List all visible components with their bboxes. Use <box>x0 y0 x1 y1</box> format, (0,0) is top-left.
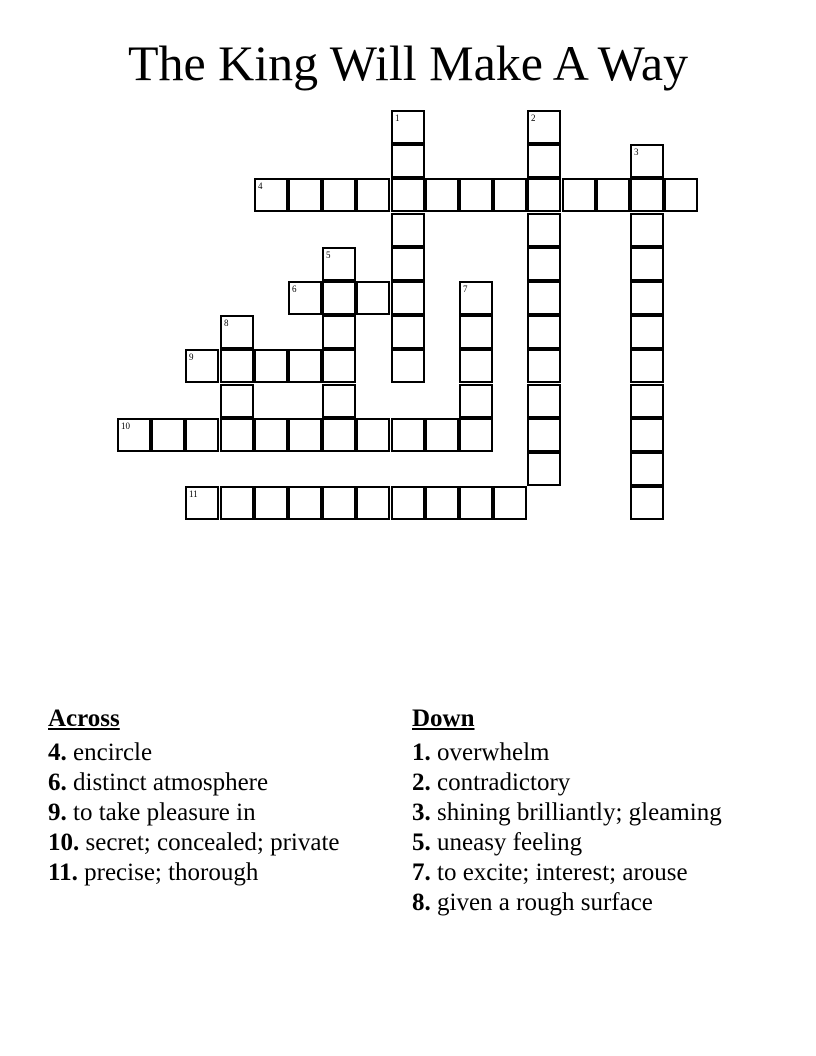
down-clues <box>412 704 752 918</box>
clue-number: 9. <box>48 799 67 826</box>
grid-cell[interactable] <box>391 144 425 178</box>
down-clue <box>412 828 752 858</box>
clue-text: precise; thorough <box>77 859 259 886</box>
grid-cell[interactable] <box>220 315 254 349</box>
grid-cell[interactable] <box>527 384 561 418</box>
down-clue <box>412 858 752 888</box>
grid-cell[interactable] <box>254 486 288 520</box>
grid-cell[interactable] <box>322 349 356 383</box>
grid-cell[interactable] <box>425 486 459 520</box>
clue-number: 3. <box>412 799 431 826</box>
grid-cell[interactable] <box>356 418 390 452</box>
cell-number: 8 <box>224 318 229 328</box>
grid-cell[interactable] <box>459 178 493 212</box>
cell-number: 10 <box>121 421 130 431</box>
grid-cell[interactable] <box>630 452 664 486</box>
grid-cell[interactable] <box>322 384 356 418</box>
clue-number: 6. <box>48 769 67 796</box>
clue-text: secret; concealed; private <box>79 829 340 856</box>
grid-cell[interactable] <box>630 486 664 520</box>
grid-cell[interactable] <box>630 349 664 383</box>
grid-cell[interactable] <box>596 178 630 212</box>
grid-cell[interactable] <box>493 178 527 212</box>
down-clue-list <box>412 738 752 918</box>
grid-cell[interactable] <box>391 486 425 520</box>
grid-cell[interactable] <box>220 418 254 452</box>
down-clue <box>412 768 752 798</box>
grid-cell[interactable] <box>527 281 561 315</box>
across-clue <box>48 768 398 798</box>
grid-cell[interactable] <box>288 281 322 315</box>
grid-cell[interactable] <box>391 349 425 383</box>
grid-cell[interactable] <box>185 418 219 452</box>
down-heading: Down <box>412 705 475 732</box>
across-clue <box>48 858 398 888</box>
grid-cell[interactable] <box>185 349 219 383</box>
grid-cell[interactable] <box>254 418 288 452</box>
grid-cell[interactable] <box>459 281 493 315</box>
grid-cell[interactable] <box>391 247 425 281</box>
grid-cell[interactable] <box>527 349 561 383</box>
grid-cell[interactable] <box>391 110 425 144</box>
cell-number: 7 <box>463 284 468 294</box>
cell-number: 6 <box>292 284 297 294</box>
grid-cell[interactable] <box>459 486 493 520</box>
grid-cell[interactable] <box>425 418 459 452</box>
grid-cell[interactable] <box>117 418 151 452</box>
grid-cell[interactable] <box>288 349 322 383</box>
grid-cell[interactable] <box>527 110 561 144</box>
clue-number: 11. <box>48 859 78 886</box>
grid-cell[interactable] <box>493 486 527 520</box>
clue-text: overwhelm <box>430 739 550 766</box>
grid-cell[interactable] <box>356 486 390 520</box>
cell-number: 1 <box>395 113 400 123</box>
grid-cell[interactable] <box>425 178 459 212</box>
cell-number: 5 <box>326 250 331 260</box>
puzzle-title: The King Will Make A Way <box>127 35 689 91</box>
clue-number: 5. <box>412 829 431 856</box>
clue-number: 7. <box>412 859 431 886</box>
grid-cell[interactable] <box>322 178 356 212</box>
clue-text: distinct atmosphere <box>66 769 269 796</box>
grid-cell[interactable] <box>322 281 356 315</box>
clue-number: 10. <box>48 829 80 856</box>
across-clue-list <box>48 738 398 888</box>
grid-cell[interactable] <box>527 213 561 247</box>
grid-cell[interactable] <box>356 281 390 315</box>
grid-cell[interactable] <box>630 144 664 178</box>
grid-cell[interactable] <box>391 281 425 315</box>
grid-cell[interactable] <box>288 418 322 452</box>
grid-cell[interactable] <box>356 178 390 212</box>
grid-cell[interactable] <box>220 349 254 383</box>
grid-cell[interactable] <box>630 418 664 452</box>
clue-text: uneasy feeling <box>430 829 583 856</box>
grid-cell[interactable] <box>322 315 356 349</box>
grid-cell[interactable] <box>459 349 493 383</box>
cell-number: 4 <box>258 181 263 191</box>
grid-cell[interactable] <box>391 315 425 349</box>
grid-cell[interactable] <box>527 247 561 281</box>
grid-cell[interactable] <box>630 247 664 281</box>
clue-number: 2. <box>412 769 431 796</box>
cell-number: 9 <box>189 352 194 362</box>
grid-cell[interactable] <box>527 452 561 486</box>
across-clue <box>48 828 398 858</box>
grid-cell[interactable] <box>527 178 561 212</box>
grid-cell[interactable] <box>391 418 425 452</box>
grid-cell[interactable] <box>630 384 664 418</box>
down-clue <box>412 798 752 828</box>
grid-cell[interactable] <box>459 315 493 349</box>
grid-cell[interactable] <box>322 486 356 520</box>
grid-cell[interactable] <box>630 178 664 212</box>
grid-cell[interactable] <box>288 178 322 212</box>
clue-number: 1. <box>412 739 431 766</box>
grid-cell[interactable] <box>459 418 493 452</box>
across-clues <box>48 704 398 888</box>
across-clue <box>48 738 398 768</box>
grid-cell[interactable] <box>630 281 664 315</box>
clue-text: to take pleasure in <box>66 799 256 826</box>
cell-number: 3 <box>634 147 639 157</box>
down-clue <box>412 738 752 768</box>
grid-cell[interactable] <box>220 486 254 520</box>
clue-text: to excite; interest; arouse <box>430 859 688 886</box>
grid-cell[interactable] <box>562 178 596 212</box>
grid-cell[interactable] <box>391 213 425 247</box>
grid-cell[interactable] <box>254 178 288 212</box>
across-heading: Across <box>48 705 120 732</box>
down-clue <box>412 888 752 918</box>
clue-number: 8. <box>412 889 431 916</box>
grid-cell[interactable] <box>151 418 185 452</box>
grid-cell[interactable] <box>459 384 493 418</box>
grid-cell[interactable] <box>288 486 322 520</box>
clue-number: 4. <box>48 739 67 766</box>
clue-text: given a rough surface <box>430 889 653 916</box>
grid-cell[interactable] <box>527 418 561 452</box>
across-clue <box>48 798 398 828</box>
cell-number: 2 <box>531 113 536 123</box>
grid-cell[interactable] <box>254 349 288 383</box>
clue-text: shining brilliantly; gleaming <box>430 799 722 826</box>
grid-cell[interactable] <box>630 213 664 247</box>
clue-text: contradictory <box>430 769 571 796</box>
cell-number: 11 <box>189 489 198 499</box>
grid-cell[interactable] <box>664 178 698 212</box>
grid-cell[interactable] <box>391 178 425 212</box>
grid-cell[interactable] <box>220 384 254 418</box>
grid-cell[interactable] <box>527 315 561 349</box>
grid-cell[interactable] <box>185 486 219 520</box>
clue-text: encircle <box>66 739 153 766</box>
grid-cell[interactable] <box>322 418 356 452</box>
grid-cell[interactable] <box>322 247 356 281</box>
grid-cell[interactable] <box>527 144 561 178</box>
grid-cell[interactable] <box>630 315 664 349</box>
